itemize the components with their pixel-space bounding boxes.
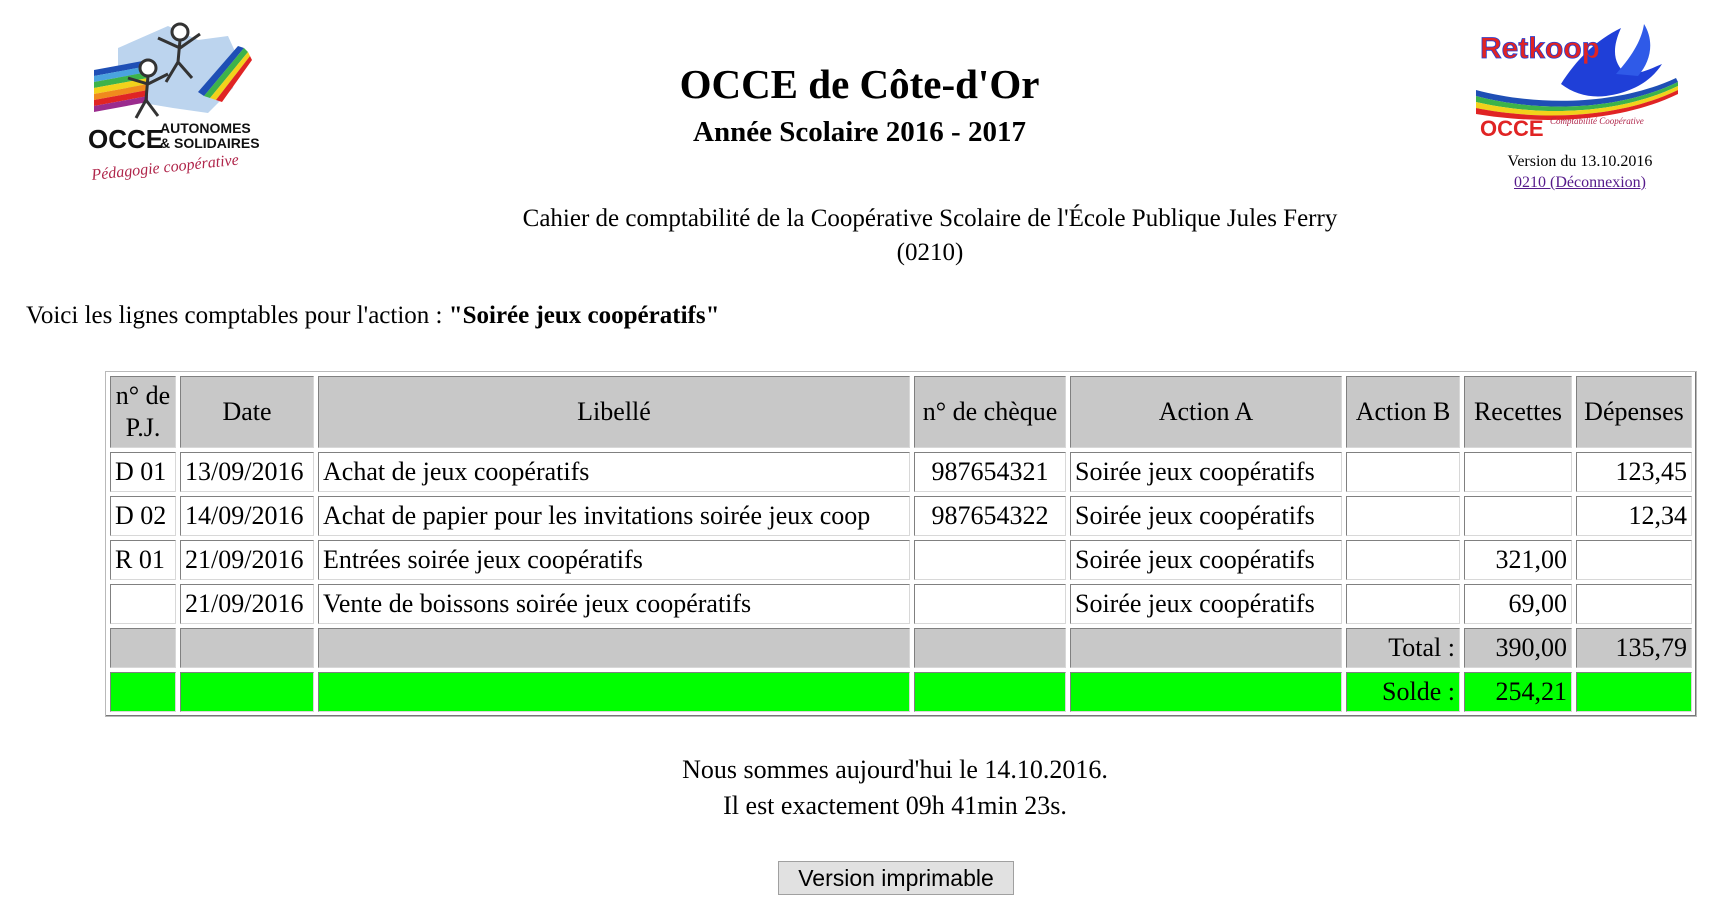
- solde-empty-cell: [914, 672, 1066, 712]
- total-row: [110, 628, 1692, 668]
- col-header-action-b: Action B: [1346, 376, 1460, 448]
- cahier-line2: (0210): [896, 239, 964, 266]
- cell-date: 14/09/2016: [180, 496, 314, 536]
- col-header-action-a: Action A: [1070, 376, 1342, 448]
- version-info: [1460, 151, 1700, 193]
- cell-date: 21/09/2016: [180, 540, 314, 580]
- cell-cheque: 987654322: [914, 496, 1066, 536]
- cell-cheque: 987654321: [914, 452, 1066, 492]
- total-empty-cell: [180, 628, 314, 668]
- printable-version-button[interactable]: Version imprimable: [778, 861, 1014, 895]
- cell-pj: D 02: [110, 496, 176, 536]
- total-empty-cell: [110, 628, 176, 668]
- date-text: Nous sommes aujourd'hui le 14.10.2016.: [682, 755, 1108, 784]
- table-row: [110, 496, 1692, 536]
- cell-pj: D 01: [110, 452, 176, 492]
- version-text: Version du 13.10.2016: [1507, 153, 1653, 170]
- col-header-libelle: Libellé: [318, 376, 910, 448]
- cell-depenses: 12,34: [1576, 496, 1692, 536]
- table-row: [110, 452, 1692, 492]
- cell-recettes: 69,00: [1464, 584, 1572, 624]
- total-empty-cell: [1070, 628, 1342, 668]
- solde-value: 254,21: [1464, 672, 1572, 712]
- solde-empty-cell: [180, 672, 314, 712]
- solde-empty-cell: [1070, 672, 1342, 712]
- cell-recettes: [1464, 496, 1572, 536]
- cell-action-a: Soirée jeux coopératifs: [1070, 496, 1342, 536]
- cell-depenses: 123,45: [1576, 452, 1692, 492]
- col-header-depenses: Dépenses: [1576, 376, 1692, 448]
- total-recettes: 390,00: [1464, 628, 1572, 668]
- cell-pj: [110, 584, 176, 624]
- cell-libelle: Achat de jeux coopératifs: [318, 452, 910, 492]
- table-header-row: [110, 376, 1692, 448]
- cell-cheque: [914, 584, 1066, 624]
- cell-libelle: Achat de papier pour les invitations soirée jeux coop: [318, 496, 910, 536]
- cell-action-b: [1346, 584, 1460, 624]
- intro-text: Voici les lignes comptables pour l'action :: [26, 302, 449, 329]
- solde-empty-cell: [110, 672, 176, 712]
- cell-action-b: [1346, 452, 1460, 492]
- cell-depenses: [1576, 540, 1692, 580]
- table-row: [110, 584, 1692, 624]
- action-intro: [26, 302, 719, 330]
- cell-action-a: Soirée jeux coopératifs: [1070, 540, 1342, 580]
- action-name: "Soirée jeux coopératifs": [448, 302, 720, 329]
- cell-action-b: [1346, 540, 1460, 580]
- total-empty-cell: [914, 628, 1066, 668]
- col-header-cheque: n° de chèque: [914, 376, 1066, 448]
- cell-recettes: [1464, 452, 1572, 492]
- cell-recettes: 321,00: [1464, 540, 1572, 580]
- cell-action-a: Soirée jeux coopératifs: [1070, 584, 1342, 624]
- logo-right-tagline: Comptabilité Coopérative: [1550, 116, 1644, 126]
- cell-depenses: [1576, 584, 1692, 624]
- logo-right-brand: Retkoop: [1480, 32, 1600, 65]
- cell-libelle: Entrées soirée jeux coopératifs: [318, 540, 910, 580]
- logo-left-tagline: Pédagogie coopérative: [90, 151, 240, 184]
- solde-label: Solde :: [1346, 672, 1460, 712]
- col-header-pj: n° de P.J.: [110, 376, 176, 448]
- time-text: Il est exactement 09h 41min 23s.: [723, 791, 1067, 820]
- current-datetime: [0, 752, 1719, 824]
- cell-date: 21/09/2016: [180, 584, 314, 624]
- cell-date: 13/09/2016: [180, 452, 314, 492]
- ledger-table: [105, 371, 1697, 717]
- school-year: Année Scolaire 2016 - 2017: [693, 116, 1026, 148]
- cell-action-b: [1346, 496, 1460, 536]
- logo-left-line2: & SOLIDAIRES: [160, 135, 260, 151]
- page-title: OCCE de Côte-d'Or: [679, 61, 1040, 107]
- solde-empty-cell: [318, 672, 910, 712]
- total-label: Total :: [1346, 628, 1460, 668]
- logo-right-word: OCCE: [1480, 116, 1544, 141]
- cell-action-a: Soirée jeux coopératifs: [1070, 452, 1342, 492]
- occe-autonomes-logo: [88, 18, 278, 198]
- total-depenses: 135,79: [1576, 628, 1692, 668]
- cahier-line1: Cahier de comptabilité de la Coopérative Scolaire de l'École Publique Jules Ferry: [522, 205, 1338, 232]
- col-header-recettes: Recettes: [1464, 376, 1572, 448]
- cell-pj: R 01: [110, 540, 176, 580]
- solde-row: [110, 672, 1692, 712]
- logo-left-word: OCCE: [88, 124, 164, 154]
- cell-cheque: [914, 540, 1066, 580]
- solde-empty-cell: [1576, 672, 1692, 712]
- retkoop-logo: [1466, 20, 1682, 144]
- col-header-date: Date: [180, 376, 314, 448]
- cahier-heading: [0, 202, 1719, 270]
- logout-link[interactable]: 0210 (Déconnexion): [1514, 174, 1646, 191]
- table-row: [110, 540, 1692, 580]
- logo-left-line1: AUTONOMES: [160, 120, 251, 136]
- cell-libelle: Vente de boissons soirée jeux coopératifs: [318, 584, 910, 624]
- total-empty-cell: [318, 628, 910, 668]
